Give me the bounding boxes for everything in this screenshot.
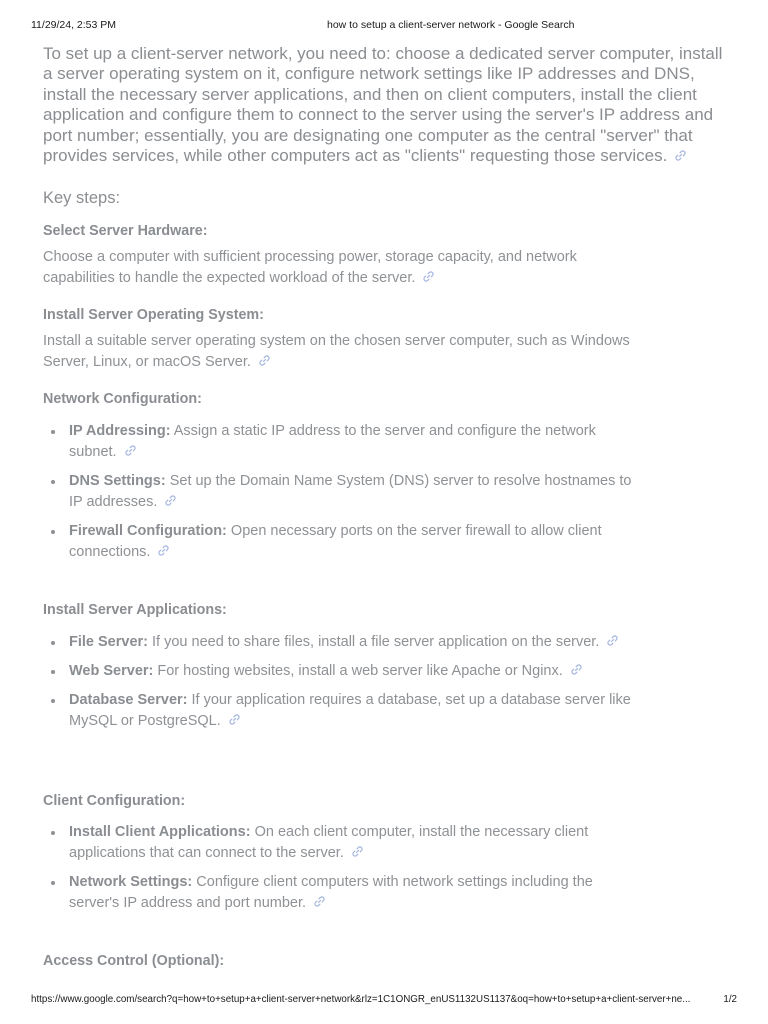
- list-item-text: On each client computer, install the necessary client applications that can connect to the server.: [69, 824, 589, 861]
- list-item-term: IP Addressing:: [69, 423, 171, 439]
- section-heading-network: Network Configuration:: [43, 391, 202, 407]
- client-config-list: [43, 822, 643, 922]
- list-item: [43, 471, 643, 513]
- list-item-term: File Server:: [69, 634, 148, 650]
- link-icon[interactable]: [674, 149, 687, 162]
- link-icon[interactable]: [570, 663, 583, 676]
- key-steps-label: Key steps:: [43, 189, 121, 207]
- intro-paragraph: [43, 44, 733, 166]
- print-footer: [31, 994, 737, 1008]
- list-item-term: Web Server:: [69, 663, 154, 679]
- section-heading-access: Access Control (Optional):: [43, 953, 225, 969]
- network-config-list: [43, 421, 643, 571]
- link-icon[interactable]: [351, 845, 364, 858]
- link-icon[interactable]: [606, 634, 619, 647]
- list-item-text: Assign a static IP address to the server and configure the network subnet.: [69, 423, 596, 460]
- link-icon[interactable]: [422, 270, 435, 283]
- print-header: [31, 19, 737, 33]
- list-item-text: Open necessary ports on the server firewall to allow client connections.: [69, 523, 602, 560]
- list-item-text: For hosting websites, install a web server like Apache or Nginx.: [157, 663, 563, 679]
- print-page-title: how to setup a client-server network - Google Search: [327, 19, 575, 31]
- list-item-term: Install Client Applications:: [69, 824, 251, 840]
- print-url: https://www.google.com/search?q=how+to+setup+a+client-server+network&rlz=1C1ONGR_enUS1132US1137&oq=how+to+setup+a+client-server+ne...: [31, 994, 691, 1005]
- section-body-hardware: [43, 247, 633, 289]
- section-heading-os: Install Server Operating System:: [43, 307, 264, 323]
- server-apps-list: [43, 632, 643, 740]
- list-item: [43, 690, 643, 732]
- section-body-os-text: Install a suitable server operating system on the chosen server computer, such as Windows Server, Linux, or macOS Server.: [43, 333, 630, 370]
- section-heading-hardware: Select Server Hardware:: [43, 223, 208, 239]
- section-heading-apps: Install Server Applications:: [43, 602, 227, 618]
- link-icon[interactable]: [164, 494, 177, 507]
- print-page-number: 1/2: [723, 994, 737, 1005]
- ai-overview-content: [43, 44, 733, 969]
- list-item-text: If you need to share files, install a file server application on the server.: [152, 634, 600, 650]
- section-body-os: [43, 331, 633, 373]
- list-item-term: Database Server:: [69, 692, 188, 708]
- list-item: [43, 661, 643, 682]
- list-item-term: Network Settings:: [69, 874, 193, 890]
- list-item-text: If your application requires a database, set up a database server like MySQL or PostgreSQL.: [69, 692, 631, 729]
- section-heading-client: Client Configuration:: [43, 793, 186, 809]
- link-icon[interactable]: [313, 895, 326, 908]
- list-item-term: DNS Settings:: [69, 473, 166, 489]
- list-item: [43, 872, 643, 914]
- list-item-text: Configure client computers with network settings including the server's IP address and port number.: [69, 874, 593, 911]
- intro-text: To set up a client-server network, you need to: choose a dedicated server computer, install a server operating system on it, configure network settings like IP addresses and DNS, install the necessary server applications, and then on client computers, install the client application and configure them to connect to the server using the server's IP address and port number; essentially, you are designating one computer as the central "server" that provides services, while other computers act as "clients" requesting those services.: [43, 44, 723, 166]
- link-icon[interactable]: [157, 544, 170, 557]
- list-item: [43, 822, 643, 864]
- list-item-text: Set up the Domain Name System (DNS) server to resolve hostnames to IP addresses.: [69, 473, 632, 510]
- print-datetime: 11/29/24, 2:53 PM: [31, 19, 117, 31]
- list-item: [43, 632, 643, 653]
- list-item-term: Firewall Configuration:: [69, 523, 227, 539]
- link-icon[interactable]: [228, 713, 241, 726]
- link-icon[interactable]: [124, 444, 137, 457]
- section-body-hardware-text: Choose a computer with sufficient processing power, storage capacity, and network capabilities to handle the expected workload of the server.: [43, 249, 577, 286]
- list-item: [43, 421, 643, 463]
- link-icon[interactable]: [258, 354, 271, 367]
- list-item: [43, 521, 643, 563]
